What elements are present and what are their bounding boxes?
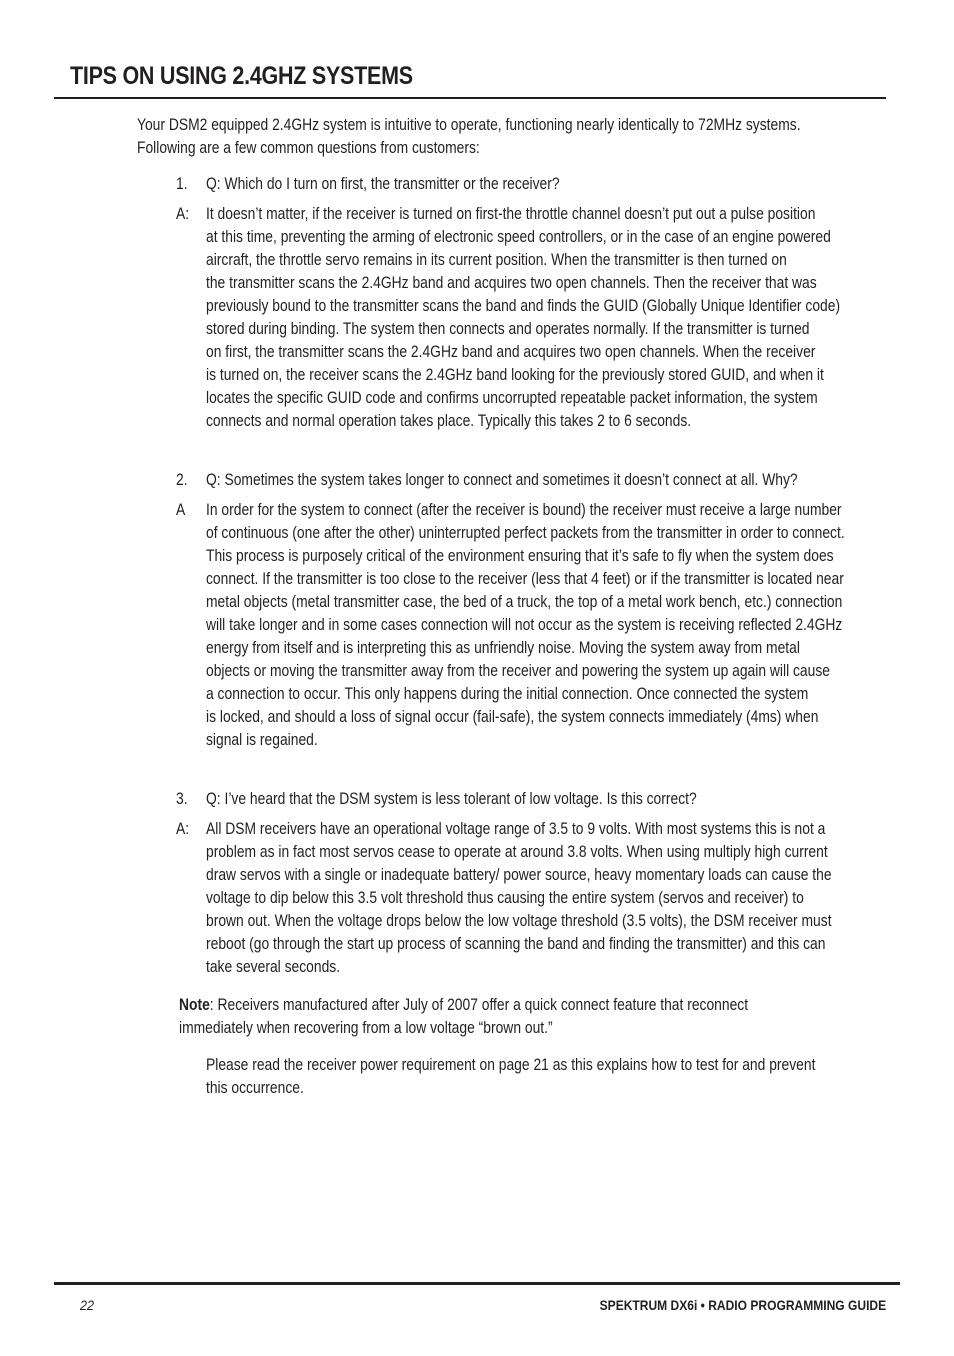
intro-line: Your DSM2 equipped 2.4GHz system is intuitive to operate, functioning nearly identically to 72MHz systems.	[137, 116, 801, 134]
answer-line: brown out. When the voltage drops below the low voltage threshold (3.5 volts), the DSM receiver must	[206, 912, 832, 930]
answer-marker: A:	[176, 205, 190, 223]
followup-line: Please read the receiver power requirement on page 21 as this explains how to test for and prevent	[206, 1056, 816, 1074]
note-line: immediately when recovering from a low voltage “brown out.”	[179, 1019, 553, 1037]
title-underline	[54, 97, 886, 99]
note-text: : Receivers manufactured after July of 2007 offer a quick connect feature that reconnect	[209, 996, 749, 1014]
followup-line: this occurrence.	[206, 1079, 304, 1097]
answer-line: connect. If the transmitter is too close to the receiver (less that 4 feet) or if the transmitter is located near	[206, 570, 844, 588]
answer-line: It doesn’t matter, if the receiver is turned on first-the throttle channel doesn’t put out a pulse position	[206, 205, 816, 223]
answer-line: previously bound to the transmitter scans the band and finds the GUID (Globally Unique Identifier code)	[206, 297, 841, 315]
answer-line: signal is regained.	[206, 731, 318, 749]
page-title: TIPS ON USING 2.4GHZ SYSTEMS	[70, 62, 413, 90]
answer-line: objects or moving the transmitter away from the receiver and powering the system up again will cause	[206, 662, 831, 680]
intro-line: Following are a few common questions from customers:	[137, 139, 480, 157]
answer-line: will take longer and in some cases connection will not occur as the system is receiving reflected 2.4GHz	[206, 616, 843, 634]
answer-line: draw servos with a single or inadequate battery/ power source, heavy momentary loads can cause the	[206, 866, 832, 884]
question-text: Q: I’ve heard that the DSM system is less tolerant of low voltage. Is this correct?	[206, 790, 697, 808]
page-number: 22	[80, 1297, 95, 1313]
answer-line: All DSM receivers have an operational voltage range of 3.5 to 9 volts. With most systems this is not a	[206, 820, 826, 838]
answer-line: voltage to dip below this 3.5 volt threshold thus causing the entire system (servos and receiver) to	[206, 889, 804, 907]
note-label: Note	[179, 996, 210, 1014]
question-number: 1.	[176, 175, 188, 193]
question-text: Q: Which do I turn on first, the transmitter or the receiver?	[206, 175, 560, 193]
answer-line: aircraft, the throttle servo remains in its current position. When the transmitter is then turned on	[206, 251, 787, 269]
answer-line: of continuous (one after the other) uninterrupted perfect packets from the transmitter in order to connect.	[206, 524, 845, 542]
answer-line: This process is purposely critical of the environment ensuring that it’s safe to fly when the system does	[206, 547, 834, 565]
guide-title: SPEKTRUM DX6i • RADIO PROGRAMMING GUIDE	[599, 1297, 886, 1313]
note-line	[179, 994, 748, 1017]
answer-line: stored during binding. The system then connects and operates normally. If the transmitter is turned	[206, 320, 810, 338]
question-text: Q: Sometimes the system takes longer to connect and sometimes it doesn’t connect at all. Why?	[206, 471, 798, 489]
answer-line: is turned on, the receiver scans the 2.4GHz band looking for the previously stored GUID, and when it	[206, 366, 824, 384]
answer-line: is locked, and should a loss of signal occur (fail-safe), the system connects immediately (4ms) when	[206, 708, 819, 726]
answer-marker: A:	[176, 820, 190, 838]
answer-line: reboot (go through the start up process of scanning the band and finding the transmitter) and this can	[206, 935, 826, 953]
answer-line: connects and normal operation takes place. Typically this takes 2 to 6 seconds.	[206, 412, 692, 430]
answer-marker: A	[176, 501, 186, 519]
answer-line: energy from itself and is interpreting this as unfriendly noise. Moving the system away from metal	[206, 639, 800, 657]
footer-rule	[54, 1282, 900, 1285]
question-number: 3.	[176, 790, 188, 808]
answer-line: take several seconds.	[206, 958, 341, 976]
answer-line: at this time, preventing the arming of electronic speed controllers, or in the case of an engine powered	[206, 228, 831, 246]
answer-line: In order for the system to connect (after the receiver is bound) the receiver must receive a large number	[206, 501, 842, 519]
answer-line: on first, the transmitter scans the 2.4GHz band and acquires two open channels. When the receiver	[206, 343, 816, 361]
question-number: 2.	[176, 471, 188, 489]
answer-line: metal objects (metal transmitter case, the bed of a truck, the top of a metal work bench, etc.) connection	[206, 593, 843, 611]
answer-line: problem as in fact most servos cease to operate at around 3.8 volts. When using multiply high current	[206, 843, 828, 861]
answer-line: the transmitter scans the 2.4GHz band and acquires two open channels. Then the receiver that was	[206, 274, 817, 292]
answer-line: a connection to occur. This only happens during the initial connection. Once connected the system	[206, 685, 809, 703]
answer-line: locates the specific GUID code and confirms uncorrupted repeatable packet information, the system	[206, 389, 818, 407]
